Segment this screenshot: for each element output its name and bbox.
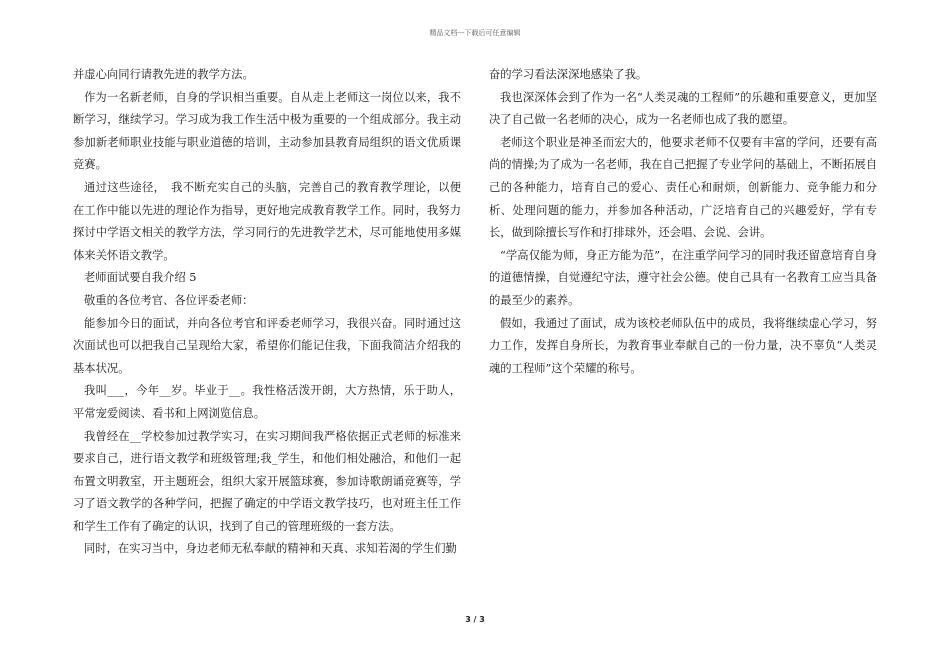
left-column [73, 64, 461, 561]
paragraph: 并虚心向同行请教先进的教学方法。 [73, 68, 254, 81]
page-header: 精品文档---下载后可任意编辑 [429, 29, 521, 37]
paragraph: 假如，我通过了面试，成为该校老师队伍中的成员，我将继续虚心学习，努力工作，发挥自身所长，为教育事业奉献自己的一份力量，决不辜负“人类灵魂的工程师”这个荣耀的称号。 [489, 316, 877, 375]
paragraph: 我叫___，今年__岁。毕业于__。我性格活泼开朗，大方热情，乐于助人，平常宠爱阅读、看书和上网浏览信息。 [73, 384, 461, 420]
paragraph: 老师这个职业是神圣而宏大的，他要求老师不仅要有丰富的学问，还要有高尚的情操;为了成为一名老师，我在自己把握了专业学问的基础上，不断拓展自己的各种能力，培育自己的爱心、责任心和耐烦，创新能力、竞争能力和分析、处理问题的能力，并参加各种活动，广泛培育自己的兴趣爱好，学有专长，做到除擅长写作和打排球外，还会唱、会说、会讲。 [489, 135, 877, 240]
salutation: 敬重的各位考官、各位评委老师： [84, 293, 254, 307]
paragraph: 奋的学习看法深深地感染了我。 [489, 68, 648, 81]
paragraph: 我也深深体会到了作为一名“人类灵魂的工程师”的乐趣和重要意义，更加坚决了自己做一名老师的决心，成为一名老师也成了我的愿望。 [489, 90, 877, 127]
paragraph: 作为一名新老师，自身的学识相当重要。自从走上老师这一岗位以来，我不断学习，继续学习。学习成为我工作生活中极为重要的一个组成部分。我主动参加新老师职业技能与职业道德的培训，主动参加县教育局组织的语文优质课竞赛。 [73, 90, 461, 172]
paragraph: “学高仅能为师，身正方能为范”，在注重学问学习的同时我还留意培育自身的道德情操，自觉遵纪守法，遵守社会公德。使自己具有一名教育工应当具备的最至少的素养。 [489, 248, 877, 307]
paragraph: 通过这些途径， 我不断充实自己的头脑，完善自己的教育教学理论，以便在工作中能以先进的理论作为指导，更好地完成教育教学工作。同时，我努力探讨中学语文相关的教学方法，学习同行的先进教学艺术，尽可能地使用多媒体来关怀语文教学。 [73, 180, 461, 262]
section-heading: 老师面试要自我介绍 5 [84, 271, 197, 285]
paragraph: 能参加今日的面试，并向各位考官和评委老师学习，我很兴奋。同时通过这次面试也可以把我自己呈现给大家，希望你们能记住我，下面我简洁介绍我的基本状况。 [73, 316, 461, 375]
page-number: 3 / 3 [465, 615, 485, 624]
right-column [489, 64, 877, 380]
paragraph: 同时，在实习当中，身边老师无私奉献的精神和天真、求知若渴的学生们勤 [84, 542, 457, 556]
paragraph: 我曾经在__学校参加过教学实习，在实习期间我严格依据正式老师的标准来要求自己，进行语文教学和班级管理;我_学生，和他们相处融洽，和他们一起布置文明教室，开主题班会，组织大家开展篮球赛，参加诗歌朗诵竞赛等，学习了语文教学的各种学问，把握了确定的中学语文教学技巧，也对班主任工作和学生工作有了确定的认识，找到了自己的管理班级的一套方法。 [73, 429, 461, 533]
